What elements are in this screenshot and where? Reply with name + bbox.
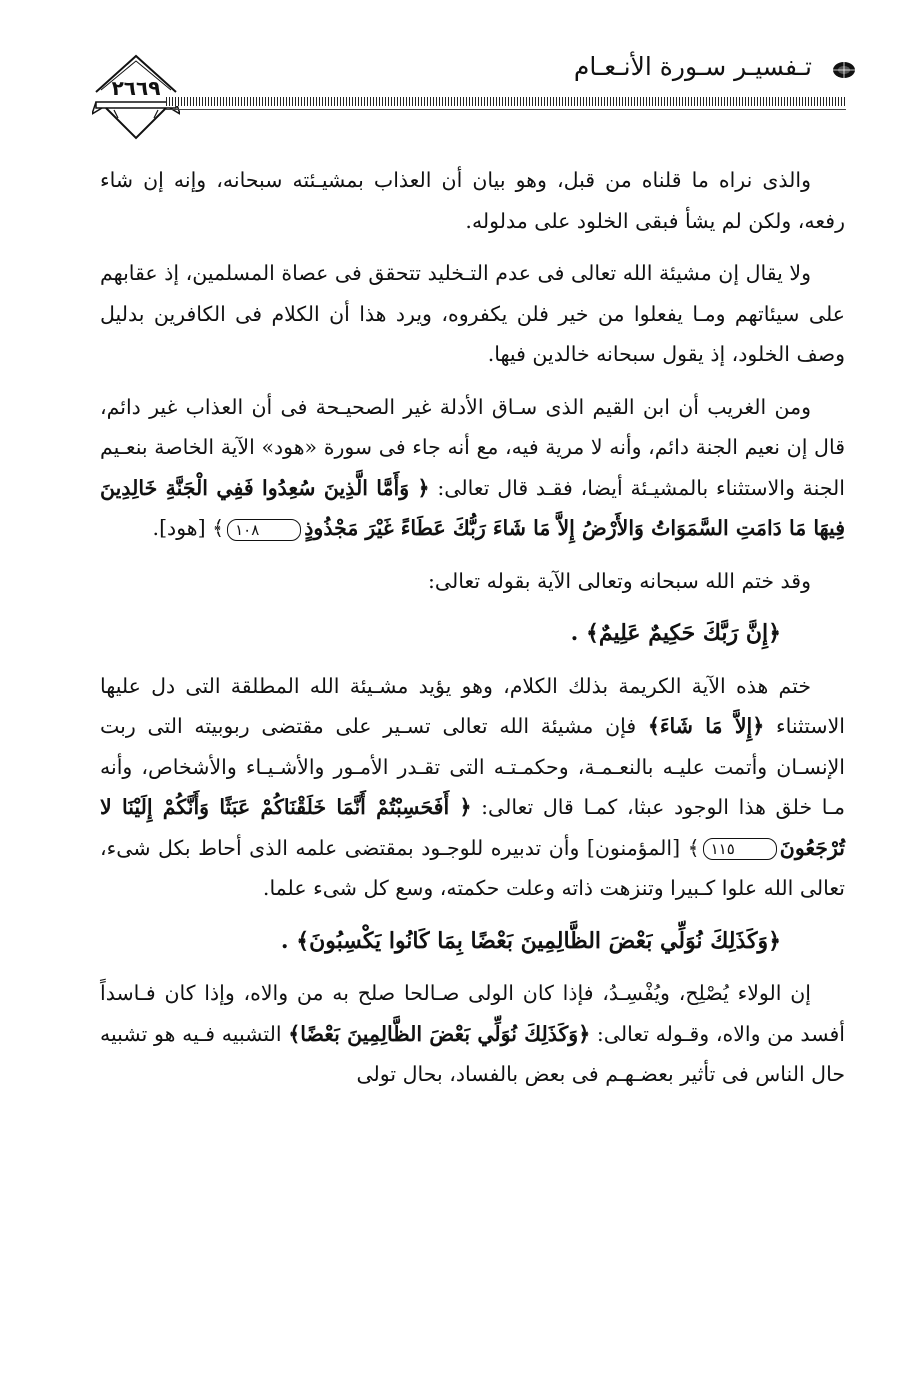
ayah-number-marker: ١١٥ (703, 838, 777, 860)
header-rule (166, 97, 846, 106)
paragraph-text: ومن الغريب أن ابن القيم الذى سـاق الأدلة غير الصحيـحة فى أن العذاب غير دائم، قال إن نعيم الجنة دائم، وأنه لا مرية فيه، مع أنه جاء فى سورة «هود» الآية الخاصة بنعـيم الجنة والاستثناء بالمشيـئة أيضا، فقـد قال تعالى: (100, 394, 845, 500)
quran-quote-muminun: ﴿ أَفَحَسِبْتُمْ أَنَّمَا خَلَقْنَاكُمْ عَبَثًا وَأَنَّكُمْ إِلَيْنَا لا تُرْجَعُونَ (100, 795, 845, 860)
paragraph-2 (100, 253, 845, 375)
quran-verse: ﴿إِنَّ رَبَّكَ حَكِيمٌ عَلِيمٌ﴾ . (570, 620, 781, 646)
page-header (92, 48, 864, 148)
rosette-ornament-icon (832, 60, 856, 80)
verse-line-2 (100, 921, 845, 962)
paragraph-text: إن الولاء يُصْلِح، ويُفْسِـدُ، فإذا كان الولى صـالحا صلح به من والاه، وإذا كان فـاسداً أفسد من والاه، وقـوله تعالى: (100, 981, 845, 1046)
running-title: تـفسيـر سـورة الأنـعـام (573, 52, 812, 81)
ayah-number-marker: ١٠٨ (227, 519, 301, 541)
citation-text: ﴾ [هود]. (152, 516, 225, 540)
quran-verse: ﴿وَكَذَلِكَ نُوَلِّي بَعْضَ الظَّالِمِينَ بَعْضًا بِمَا كَانُوا يَكْسِبُونَ﴾ . (280, 927, 781, 954)
paragraph-text: التشبيه فـيه هو تشبيه حال الناس فى تأثير بعضـهـم فى بعض بالفساد، بحال تولى (100, 1021, 845, 1086)
paragraph-text: ﴾ [المؤمنون] وأن تدبيره للوجـود بمقتضى علمه الذى أحاط بكل شىء، تعالى الله علوا كـبيرا وتنزهت ذاته وعلت حكمته، وسع كل شىء علما. (100, 835, 845, 900)
paragraph-text: ولا يقال إن مشيئة الله تعالى فى عدم التـخليد تتحقق فى عصاة المسلمين، إذ عقابهم على سيئاتهم ومـا يفعلوا من خير فلن يكفروه، ويرد هذا أن الكلام فى الكافرين بدليل وصف الخلود، إذ يقول سبحانه خالدين فيها. (100, 261, 845, 366)
verse-line-1 (100, 613, 845, 654)
paragraph-5 (100, 666, 845, 909)
header-rule-underline (166, 109, 846, 110)
paragraph-text: ختم هذه الآية الكريمة بذلك الكلام، وهو يؤيد مشـيئة الله المطلقة التى دل عليها الاستثناء (100, 673, 845, 738)
page-body (100, 160, 845, 1107)
quran-quote-illa: ﴿إِلاَّ مَا شَاءَ﴾ (647, 714, 765, 738)
paragraph-1 (100, 160, 845, 241)
paragraph-6 (100, 973, 845, 1095)
page-number: ٢٦٦٩ (111, 76, 161, 100)
page-number-badge (92, 48, 180, 140)
paragraph-text: وقد ختم الله سبحانه وتعالى الآية بقوله تعالى: (428, 568, 811, 593)
paragraph-text: والذى نراه ما قلناه من قبل، وهو بيان أن العذاب بمشيـئته سبحانه، وإنه إن شاء رفعه، ولكن لم يشأ فبقى الخلود على مدلوله. (100, 168, 845, 233)
paragraph-text: فإن مشيئة الله تعالى تسـير على مقتضى ربوبيته التى ربت الإنسـان وأتمت عليـه بالنعـمـة، وحكمـتـه التى تقـدر الأمـور والأشـيـاء والأشخاص، وأنه مـا خلق هذا الوجود عبثا، كمـا قال تعالى: (100, 714, 845, 819)
paragraph-3 (100, 387, 845, 549)
quran-quote-nuwalli: ﴿وَكَذَلِكَ نُوَلِّي بَعْضَ الظَّالِمِينَ بَعْضًا﴾ (288, 1021, 591, 1046)
quran-quote-hud: ﴿ وَأَمَّا الَّذِينَ سُعِدُوا فَفِي الْجَنَّةِ خَالِدِينَ فِيهَا مَا دَامَتِ السَّمَوَاتُ وَالأَرْضُ إِلاَّ مَا شَاءَ رَبُّكَ عَطَاءً غَيْرَ مَجْذُوذٍ (100, 475, 845, 540)
paragraph-4 (100, 561, 845, 602)
